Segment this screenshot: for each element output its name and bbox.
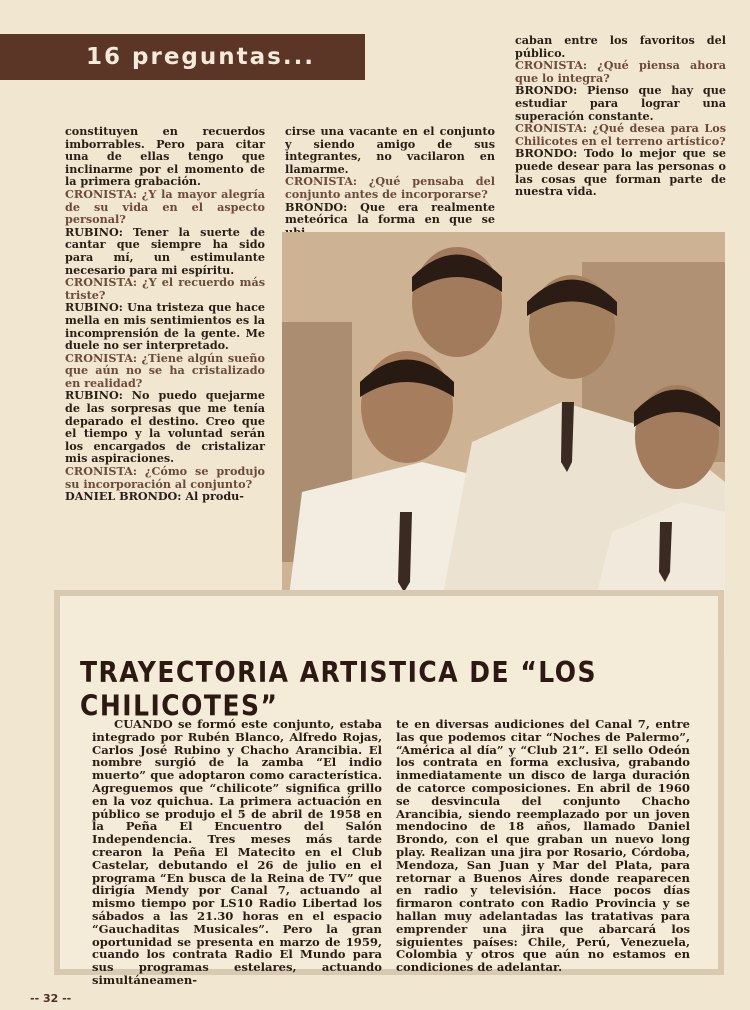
trajectory-column-1 [92, 718, 382, 987]
interview-line: caban entre los favoritos del público. [515, 33, 726, 60]
interview-column-2 [285, 125, 495, 238]
interview-line: CRONISTA: ¿Qué pensaba del conjunto antes de incorporarse? [285, 174, 495, 201]
interview-column-3 [515, 34, 726, 198]
interview-line: RUBINO: Una tristeza que hace mella en mis sentimientos es la incomprensión de la gente. Me duele no ser interpretado. [65, 300, 265, 353]
group-photo-illustration [282, 232, 725, 652]
interview-line: constituyen en recuerdos imborrables. Pero para citar una de ellas tengo que inclinarme por el momento de la primera grabación. [65, 124, 265, 189]
trajectory-column-2 [396, 718, 690, 974]
group-photo [282, 232, 725, 652]
interview-line: BRONDO: Que era realmente meteórica la forma en que se [285, 199, 495, 227]
trajectory-paragraph: CUANDO se formó este conjunto, estaba integrado por Rubén Blanco, Alfredo Rojas, Carlos José Rubino y Chacho Arancibia. El nombre surgió de la zamba “El indio muerto” que adoptaron como característica. Agreguemos que “chilicote” significa grillo en la voz quichua. La primera actuación en público se produjo el 5 de abril de 1958 en la Peña El Encuentro del Salón Independencia. Tres meses más tarde crearon la Peña El Matecito en el Club Castelar, debutando el 26 de julio en el programa “En busca de la Reina de TV” que dirigía Mendy por Canal 7, actuando al mismo tiempo por LS10 Radio Libertad los sábados a las 21.30 horas en el espacio “Gauchaditas Musicales”. Pero la gran oportunidad se presenta en marzo de 1959, cuando los contrata Radio El Mundo para sus programas estelares, actuando simultáneamen- [92, 717, 382, 987]
section-header-bar [0, 34, 365, 80]
interview-line: RUBINO: Tener la suerte de cantar que siempre ha sido para mí, un estimulante necesario para mi espíritu. [65, 224, 265, 277]
interview-line: BRONDO: Todo lo mejor que se puede desear para las personas o las cosas que forman parte de nuestra vida. [515, 146, 726, 199]
interview-line: CRONISTA: ¿Y el recuerdo más triste? [65, 275, 265, 302]
interview-line: RUBINO: No puedo quejarme de las sorpresas que me tenía deparado el destino. Creo que el tiempo y la voluntad serán los encargados de cristalizar mis aspiraciones. [65, 388, 265, 466]
page-number: -- 32 -- [30, 992, 72, 1005]
interview-column-1 [65, 125, 265, 503]
interview-line: CRONISTA: ¿Tiene algún sueño que aún no se ha cristalizado en realidad? [65, 350, 265, 390]
interview-line: CRONISTA: ¿Y la mayor alegría de su vida en el aspecto personal? [65, 186, 265, 227]
trajectory-paragraph: te en diversas audiciones del Canal 7, entre las que podemos citar “Noches de Palermo”, “América al día” y “Club 21”. El sello Odeón los contrata en forma exclusiva, grabando inmediatamente un disco de larga duración de catorce composiciones. En abril de 1960 se desvincula del conjunto Chacho Arancibia, siendo reemplazado por un joven mendocino de 18 años, llamado Daniel Brondo, con el que graban un nuevo long play. Realizan una jira por Rosario, Córdoba, Mendoza, San Juan y Mar del Plata, para retornar a Buenos Aires donde reaparecen en radio y televisión. Hace pocos días firmaron contrato con Radio Provincia y se hallan muy adelantadas las tratativas para emprender una jira que abarcará los siguientes países: Chile, Perú, Venezuela, Colombia y otros que aún no estamos en condiciones de adelantar. [396, 717, 690, 975]
interview-line: CRONISTA: ¿Qué piensa ahora que lo integra? [515, 58, 726, 85]
trajectory-title: TRAYECTORIA ARTISTICA DE “LOS CHILICOTES” [80, 655, 598, 723]
interview-line: CRONISTA: ¿Cómo se produjo su incorporación al conjunto? [65, 464, 265, 491]
section-title: 16 preguntas... [86, 44, 316, 70]
interview-line: BRONDO: Pienso que hay que estudiar para lograr una superación constante. [515, 83, 726, 123]
interview-line: cirse una vacante en el conjunto y siendo amigo de sus integrantes, no vacilaron en llamarme. [285, 124, 495, 176]
interview-line: DANIEL BRONDO: Al produ- [65, 489, 244, 504]
interview-line: CRONISTA: ¿Qué desea para Los Chilicotes en el terreno artístico? [515, 121, 726, 148]
